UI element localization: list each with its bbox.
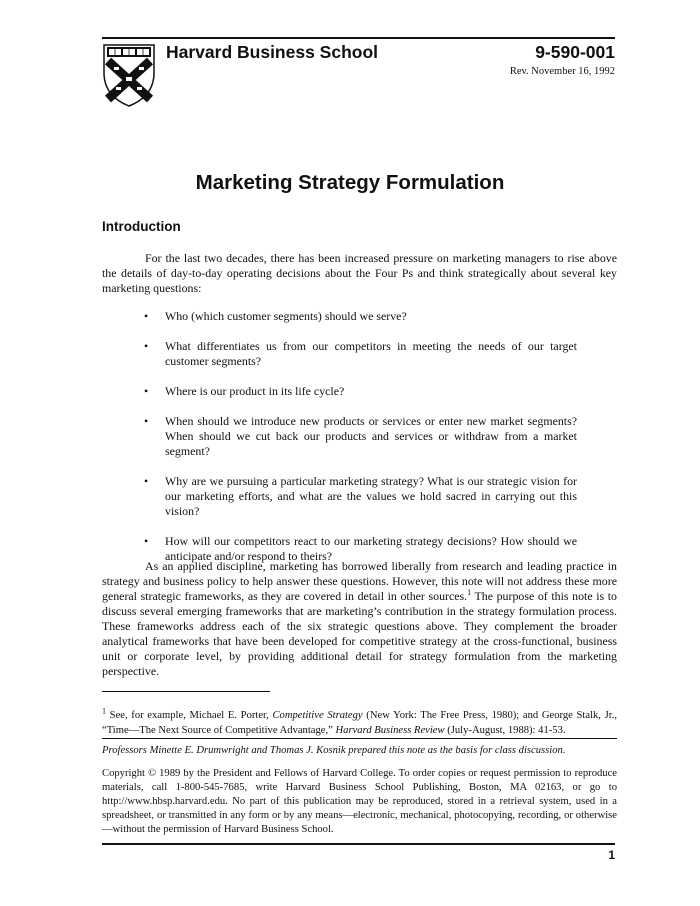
header-top-rule <box>102 37 615 39</box>
bullet-icon: • <box>144 414 149 428</box>
document-number: 9-590-001 <box>535 42 615 62</box>
document-title: Marketing Strategy Formulation <box>195 171 505 194</box>
footnote <box>102 708 617 738</box>
list-item <box>142 414 577 459</box>
revision-date: Rev. November 16, 1992 <box>509 66 615 77</box>
body-paragraph <box>102 559 617 679</box>
question-text: What differentiates us from our competitors in meeting the needs of our target customer segments? <box>165 339 577 368</box>
question-text: Who (which customer segments) should we serve? <box>165 309 407 323</box>
list-item <box>142 309 577 324</box>
question-text: Where is our product in its life cycle? <box>165 384 345 398</box>
footnote-text: (July-August, 1988): 41-53. <box>444 725 566 736</box>
footnote-text: See, for example, Michael E. Porter, <box>106 710 273 721</box>
authors-note: Professors Minette E. Drumwright and Thomas J. Kosnik prepared this note as the basis for class discussion. <box>102 745 566 756</box>
bullet-icon: • <box>144 309 149 323</box>
bullet-icon: • <box>144 384 149 398</box>
footnote-marker: 1 <box>102 706 106 716</box>
harvard-shield-logo <box>102 43 156 107</box>
intro-paragraph: For the last two decades, there has been increased pressure on marketing managers to rise above the details of day-to-day operating decisions about the Four Ps and think strategically about several key marketing questions: <box>102 251 617 295</box>
body-text-start: As an applied discipline, marketing has borrowed liberally from research and leading practice in strategy and business policy to help answer these questions. However, this note will not address these more general strategic frameworks, as they are covered in detail in other sources. <box>102 559 617 603</box>
questions-list <box>142 309 577 579</box>
school-name: Harvard Business School <box>166 42 379 62</box>
question-text: Why are we pursuing a particular marketing strategy? What is our strategic vision for our marketing efforts, and what are the values we hold sacred in carrying out this vision? <box>165 474 577 518</box>
footnote-journal-title: Harvard Business Review <box>335 725 445 736</box>
page-number: 1 <box>608 848 615 862</box>
bullet-icon: • <box>144 339 149 353</box>
list-item <box>142 339 577 369</box>
list-item <box>142 384 577 399</box>
page-bottom-rule <box>102 843 615 845</box>
footnote-book-title: Competitive Strategy <box>272 710 363 721</box>
copyright-notice: Copyright © 1989 by the President and Fellows of Harvard College. To order copies or request permission to reproduce materials, call 1-800-545-7685, write Harvard Business School Publishing, Boston, MA 02163, or go to http://www.hbsp.harvard.edu. No part of this publication may be reproduced, stored in a retrieval system, used in a spreadsheet, or transmitted in any form or by any means—electronic, mechanical, photocopying, recording, or otherwise—without the permission of Harvard Business School. <box>102 768 617 835</box>
bullet-icon: • <box>144 474 149 488</box>
bullet-icon: • <box>144 534 149 548</box>
question-text: When should we introduce new products or services or enter new market segments? When should we cut back our products and services or withdraw from a market segment? <box>165 414 577 458</box>
question-text: How will our competitors react to our marketing strategy decisions? How should we anticipate and/or respond to theirs? <box>165 534 577 563</box>
footnote-text: (New York: The Free Press, 1980); and George Stalk, Jr., “Time—The Next Source of Competitive Advantage,” <box>102 710 617 736</box>
list-item <box>142 474 577 519</box>
footnote-reference: 1 <box>467 588 472 598</box>
footnote-separator <box>102 691 270 692</box>
section-heading: Introduction <box>102 219 181 234</box>
footer-rule <box>102 738 617 739</box>
body-text-end: The purpose of this note is to discuss several emerging frameworks that are marketing’s contribution in the strategy formulation process. These frameworks address each of the six strategic questions above. They complement the broader analytical frameworks that have been developed for competitive strategy at the cross-functional, business unit or corporate level, by providing additional detail for strategy formulation from the marketing perspective. <box>102 589 618 678</box>
